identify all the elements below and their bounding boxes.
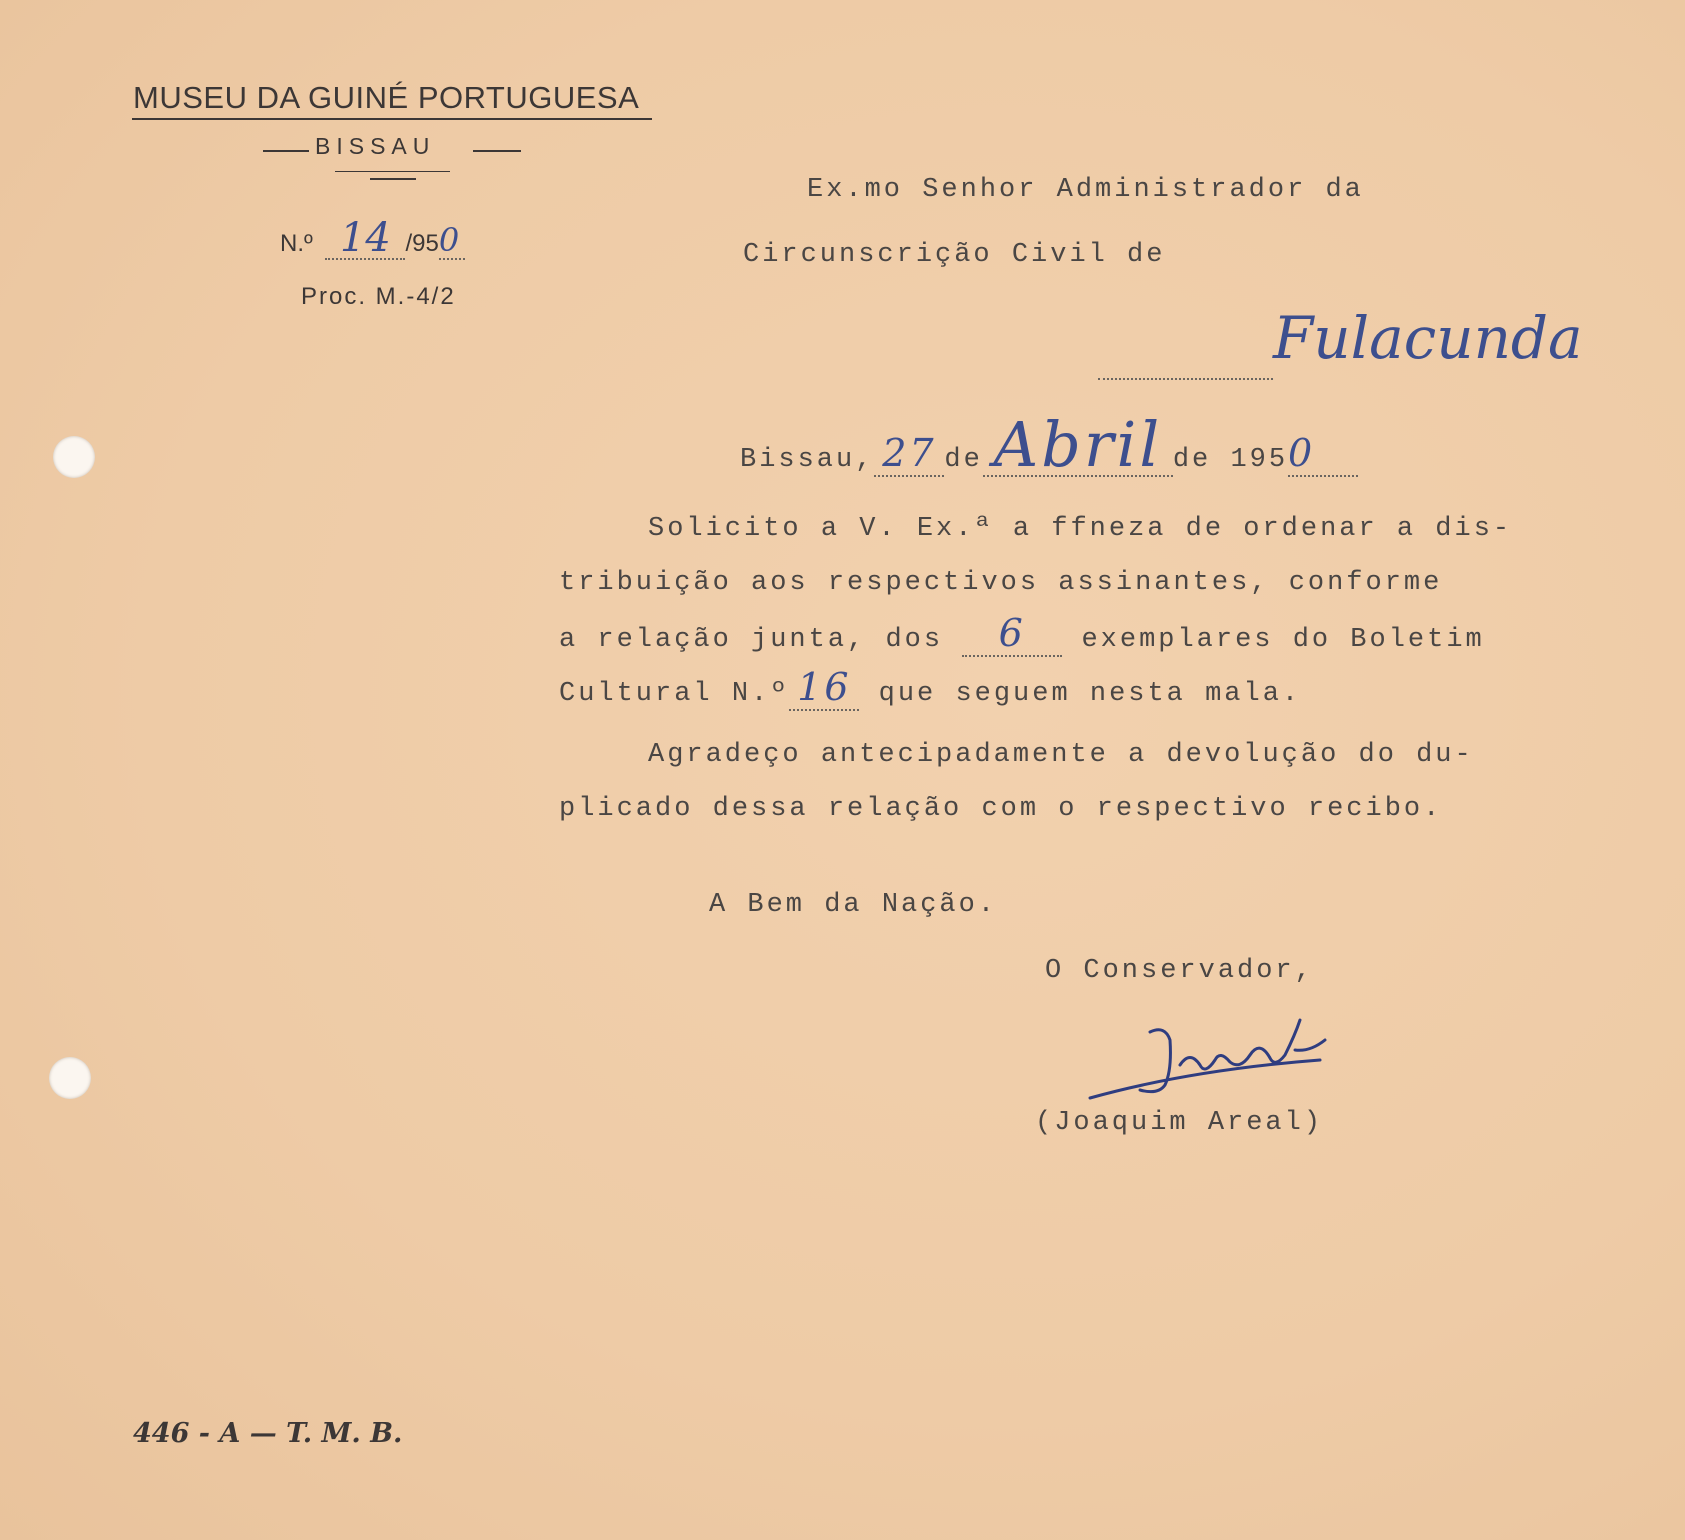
- paragraph2-line1: Agradeço antecipadamente a devolução do du-: [648, 740, 1474, 770]
- institution-name: MUSEU DA GUINÉ PORTUGUESA: [133, 80, 640, 115]
- paragraph1-line3: [559, 611, 1485, 657]
- handwritten-place: Fulacunda: [1273, 304, 1583, 372]
- handwritten-day: 27: [882, 431, 937, 475]
- signatory-name: (Joaquim Areal): [1035, 1108, 1324, 1138]
- handwritten-year: 0: [1288, 431, 1316, 475]
- short-rule: [370, 178, 416, 180]
- handwritten-bulletin-number: 16: [797, 665, 852, 709]
- reference-number: [280, 215, 465, 261]
- addressee-line-1: Ex.mo Senhor Administrador da: [807, 175, 1364, 205]
- addressee-line-2: Circunscrição Civil de: [743, 240, 1166, 270]
- process-number: Proc. M.-4/2: [301, 283, 456, 310]
- date-de: de: [944, 445, 983, 475]
- paragraph1-line1: Solicito a V. Ex.ª a ffneza de ordenar a dis-: [648, 514, 1513, 544]
- year-prefix: /95: [405, 230, 439, 257]
- number-label: N.º: [280, 230, 313, 257]
- handwritten-year-suffix: 0: [438, 221, 460, 259]
- underline: [335, 171, 450, 172]
- closing-salutation: A Bem da Nação.: [709, 890, 998, 920]
- text-segment: que seguem nesta mala.: [859, 679, 1302, 709]
- dash-left: [263, 150, 309, 152]
- signature: [1070, 1010, 1350, 1110]
- date-year-prefix: 195: [1230, 445, 1289, 475]
- letterhead-city: BISSAU: [315, 133, 436, 159]
- signatory-title: O Conservador,: [1045, 956, 1314, 986]
- punch-hole: [49, 1057, 91, 1099]
- form-code: 446 - A — T. M. B.: [133, 1418, 403, 1449]
- punch-hole: [53, 436, 95, 478]
- paragraph2-line2: plicado dessa relação com o respectivo recibo.: [559, 794, 1443, 824]
- text-segment: Cultural N.º: [559, 679, 790, 709]
- handwritten-month: Abril: [993, 408, 1163, 481]
- handwritten-copies: 6: [998, 611, 1026, 655]
- paragraph1-line4: [559, 665, 1302, 711]
- text-segment: exemplares do Boletim: [1062, 625, 1485, 655]
- date-de: de: [1172, 445, 1231, 475]
- letterhead-rule: [132, 118, 652, 120]
- date-city: Bissau,: [740, 445, 875, 475]
- date-line: [740, 408, 1358, 481]
- handwritten-number: 14: [339, 215, 391, 261]
- addressee-place: [1098, 298, 1583, 380]
- dash-right: [473, 150, 521, 152]
- text-segment: a relação junta, dos: [559, 625, 963, 655]
- paragraph1-line2: tribuição aos respectivos assinantes, conforme: [559, 568, 1443, 598]
